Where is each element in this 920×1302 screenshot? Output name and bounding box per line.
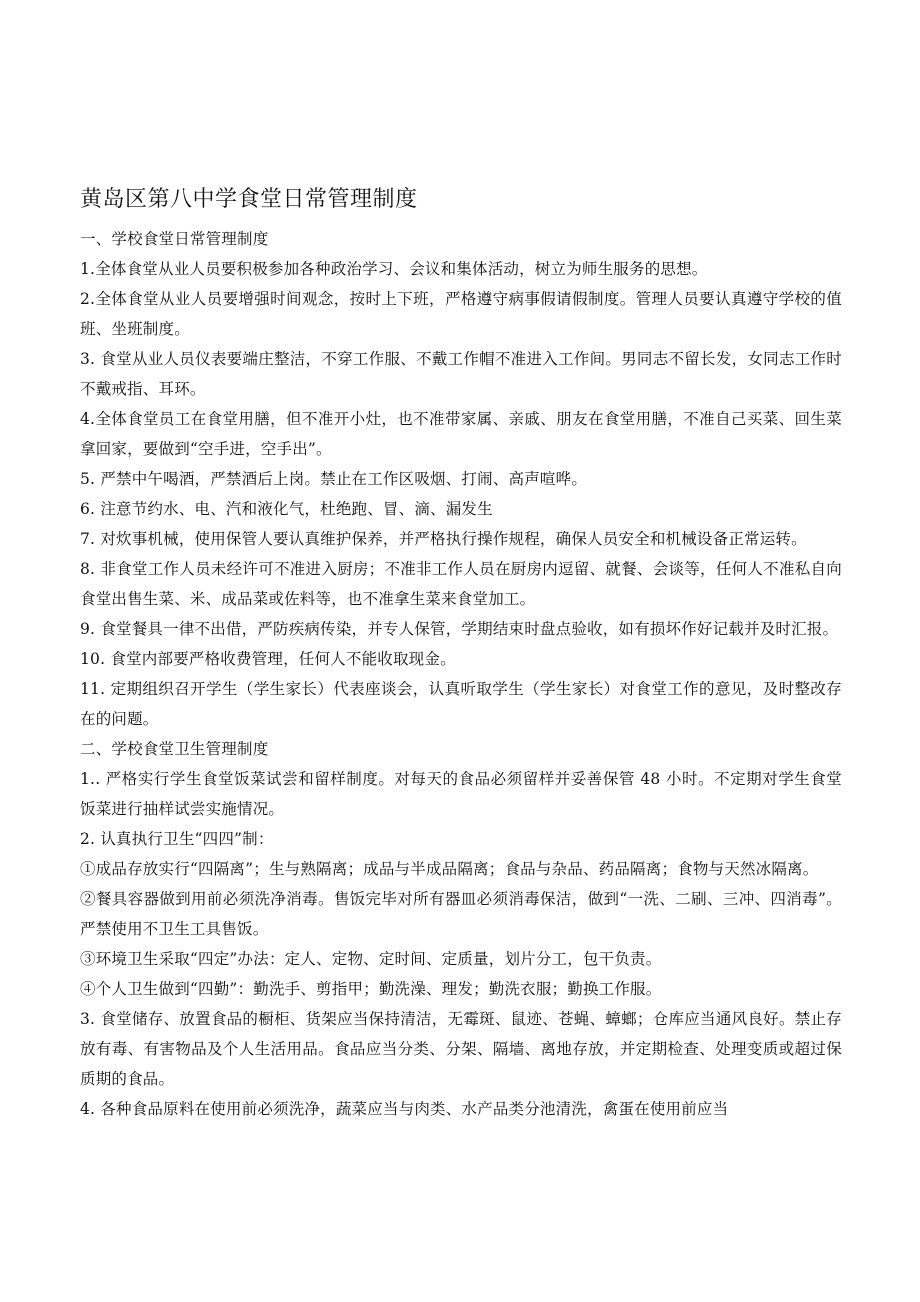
rule-1-6: 6. 注意节约水、电、汽和液化气，杜绝跑、冒、滴、漏发生	[80, 500, 493, 518]
rule-1-1: 1.全体食堂从业人员要积极参加各种政治学习、会议和集体活动，树立为师生服务的思想。	[80, 260, 708, 278]
rule-1-8: 8. 非食堂工作人员未经许可不准进入厨房；不准非工作人员在厨房内逗留、就餐、会谈等，任何人不准私自向食堂出售生菜、米、成品菜或佐料等，也不准拿生菜来食堂加工。	[80, 560, 842, 608]
section-heading-2: 二、学校食堂卫生管理制度	[80, 740, 269, 758]
rule-2-1: 1.. 严格实行学生食堂饭菜试尝和留样制度。对每天的食品必须留样并妥善保管 48 小时。不定期对学生食堂饭菜进行抽样试尝实施情况。	[80, 770, 842, 818]
rule-1-2: 2.全体食堂从业人员要增强时间观念，按时上下班，严格遵守病事假请假制度。管理人员要认真遵守学校的值班、坐班制度。	[80, 290, 842, 338]
rule-1-10: 10. 食堂内部要严格收费管理，任何人不能收取现金。	[80, 650, 456, 668]
rule-2-3: 3. 食堂储存、放置食品的橱柜、货架应当保持清洁，无霉斑、鼠迹、苍蝇、蟑螂；仓库应当通风良好。禁止存放有毒、有害物品及个人生活用品。食品应当分类、分架、隔墙、离地存放，并定期检查、处理变质或超过保质期的食品。	[80, 1010, 842, 1088]
document-page	[80, 184, 842, 1124]
rule-1-7: 7. 对炊事机械，使用保管人要认真维护保养，并严格执行操作规程，确保人员安全和机械设备正常运转。	[80, 530, 807, 548]
rule-1-9: 9. 食堂餐具一律不出借，严防疾病传染，并专人保管，学期结束时盘点验收，如有损坏作好记载并及时汇报。	[80, 620, 839, 638]
section-heading-1: 一、学校食堂日常管理制度	[80, 230, 269, 248]
rule-2-2-d: ④个人卫生做到“四勤”：勤洗手、剪指甲；勤洗澡、理发；勤洗衣服；勤换工作服。	[80, 980, 662, 998]
rule-2-2: 2. 认真执行卫生“四四”制：	[80, 830, 274, 848]
rule-1-3: 3. 食堂从业人员仪表要端庄整洁，不穿工作服、不戴工作帽不准进入工作间。男同志不留长发，女同志工作时不戴戒指、耳环。	[80, 350, 842, 398]
rule-1-11: 11. 定期组织召开学生（学生家长）代表座谈会，认真听取学生（学生家长）对食堂工作的意见，及时整改存在的问题。	[80, 680, 842, 728]
document-title: 黄岛区第八中学食堂日常管理制度	[80, 187, 418, 212]
rule-1-5: 5. 严禁中午喝酒，严禁酒后上岗。禁止在工作区吸烟、打闹、高声喧哗。	[80, 470, 588, 488]
rule-2-2-a: ①成品存放实行“四隔离”；生与熟隔离；成品与半成品隔离；食品与杂品、药品隔离；食物与天然冰隔离。	[80, 860, 819, 878]
rule-2-4: 4. 各种食品原料在使用前必须洗净，蔬菜应当与肉类、水产品类分池清洗，禽蛋在使用前应当	[80, 1100, 729, 1118]
rule-2-2-b: ②餐具容器做到用前必须洗净消毒。售饭完毕对所有器皿必须消毒保洁，做到“一洗、二刷、三冲、四消毒”。严禁使用不卫生工具售饭。	[80, 890, 842, 938]
rule-2-2-c: ③环境卫生采取“四定”办法：定人、定物、定时间、定质量，划片分工，包干负责。	[80, 950, 662, 968]
rule-1-4: 4.全体食堂员工在食堂用膳，但不准开小灶，也不准带家属、亲戚、朋友在食堂用膳，不准自己买菜、回生菜拿回家，要做到“空手进，空手出”。	[80, 410, 842, 458]
